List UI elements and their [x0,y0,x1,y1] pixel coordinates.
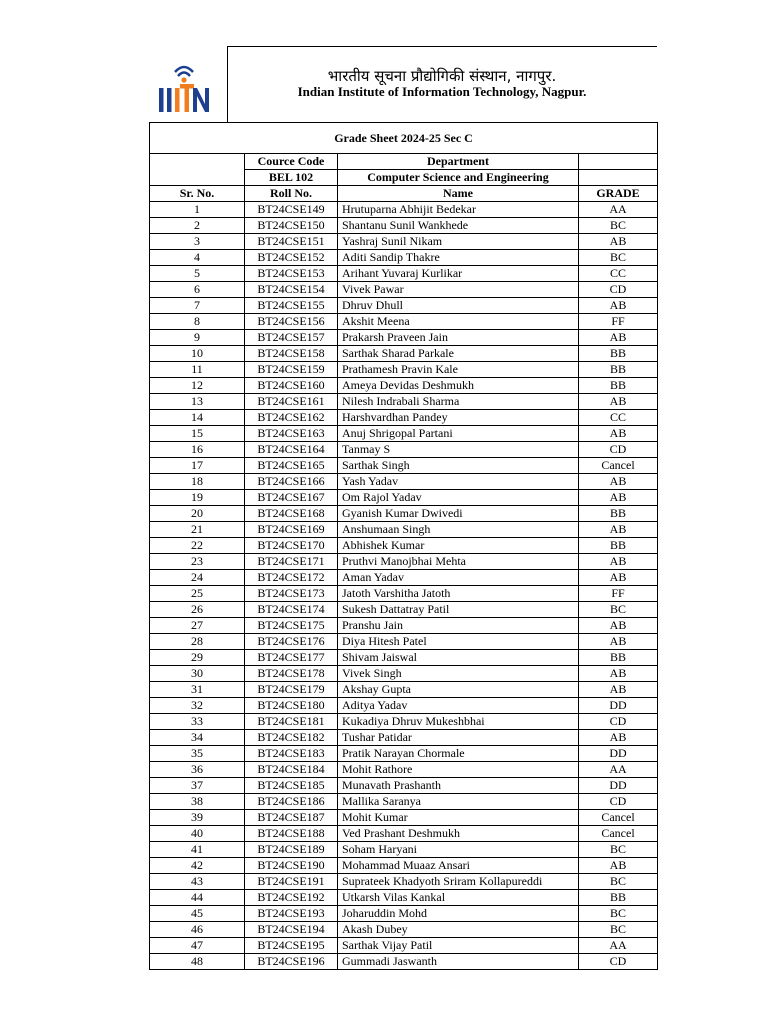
table-row [150,234,658,250]
roll-cell: BT24CSE154 [245,282,338,298]
name-cell: Utkarsh Vilas Kankal [338,890,579,906]
name-cell: Prathamesh Pravin Kale [338,362,579,378]
empty-cell [579,170,658,186]
sr-cell: 17 [150,458,245,474]
grade-cell: BB [579,362,658,378]
name-cell: Akshit Meena [338,314,579,330]
table-row [150,378,658,394]
grade-cell: BB [579,650,658,666]
sr-cell: 21 [150,522,245,538]
name-cell: Pratik Narayan Chormale [338,746,579,762]
sr-cell: 8 [150,314,245,330]
sr-cell: 18 [150,474,245,490]
grade-cell: CD [579,442,658,458]
grade-cell: BB [579,538,658,554]
name-cell: Mohit Rathore [338,762,579,778]
name-cell: Soham Haryani [338,842,579,858]
sr-cell: 22 [150,538,245,554]
grade-cell: BB [579,346,658,362]
roll-cell: BT24CSE181 [245,714,338,730]
grade-cell: AA [579,202,658,218]
table-row [150,442,658,458]
grade-cell: AB [579,666,658,682]
grade-cell: DD [579,698,658,714]
roll-cell: BT24CSE165 [245,458,338,474]
sr-cell: 14 [150,410,245,426]
grade-cell: AB [579,394,658,410]
table-row [150,794,658,810]
roll-cell: BT24CSE155 [245,298,338,314]
roll-cell: BT24CSE186 [245,794,338,810]
table-row [150,250,658,266]
sr-cell: 33 [150,714,245,730]
grade-cell: AB [579,234,658,250]
roll-cell: BT24CSE187 [245,810,338,826]
grade-cell: BC [579,842,658,858]
name-cell: Tushar Patidar [338,730,579,746]
name-cell: Pranshu Jain [338,618,579,634]
table-row [150,314,658,330]
name-cell: Anshumaan Singh [338,522,579,538]
name-cell: Hrutuparna Abhijit Bedekar [338,202,579,218]
column-header-roll: Roll No. [245,186,338,202]
grade-cell: AB [579,554,658,570]
table-row [150,826,658,842]
grade-cell: AB [579,858,658,874]
grade-cell: FF [579,314,658,330]
sr-cell: 39 [150,810,245,826]
grade-cell: AB [579,298,658,314]
table-row [150,906,658,922]
sr-cell: 43 [150,874,245,890]
grade-cell: AB [579,522,658,538]
table-row [150,714,658,730]
table-row [150,938,658,954]
sr-cell: 31 [150,682,245,698]
sr-cell: 38 [150,794,245,810]
sr-cell: 41 [150,842,245,858]
department-label: Department [338,154,579,170]
grade-cell: DD [579,746,658,762]
name-cell: Abhishek Kumar [338,538,579,554]
name-cell: Harshvardhan Pandey [338,410,579,426]
table-row [150,330,658,346]
sr-cell: 30 [150,666,245,682]
table-row [150,538,658,554]
roll-cell: BT24CSE152 [245,250,338,266]
sr-cell: 35 [150,746,245,762]
table-row [150,746,658,762]
table-row [150,298,658,314]
course-value-row [150,170,658,186]
table-row [150,506,658,522]
table-row [150,458,658,474]
grade-cell: AA [579,938,658,954]
sr-cell: 46 [150,922,245,938]
course-code-label: Cource Code [245,154,338,170]
roll-cell: BT24CSE176 [245,634,338,650]
roll-cell: BT24CSE182 [245,730,338,746]
table-row [150,266,658,282]
name-cell: Arihant Yuvaraj Kurlikar [338,266,579,282]
roll-cell: BT24CSE184 [245,762,338,778]
name-cell: Jatoth Varshitha Jatoth [338,586,579,602]
name-cell: Sarthak Vijay Patil [338,938,579,954]
roll-cell: BT24CSE193 [245,906,338,922]
name-cell: Vivek Singh [338,666,579,682]
name-cell: Akshay Gupta [338,682,579,698]
grade-cell: DD [579,778,658,794]
name-cell: Sukesh Dattatray Patil [338,602,579,618]
table-row [150,218,658,234]
roll-cell: BT24CSE157 [245,330,338,346]
roll-cell: BT24CSE161 [245,394,338,410]
grade-sheet-table [149,122,658,970]
name-cell: Diya Hitesh Patel [338,634,579,650]
sr-cell: 28 [150,634,245,650]
roll-cell: BT24CSE159 [245,362,338,378]
grade-cell: AB [579,330,658,346]
table-row [150,282,658,298]
name-cell: Mohit Kumar [338,810,579,826]
roll-cell: BT24CSE172 [245,570,338,586]
grade-cell: BB [579,890,658,906]
roll-cell: BT24CSE160 [245,378,338,394]
table-row [150,586,658,602]
table-row [150,202,658,218]
roll-cell: BT24CSE169 [245,522,338,538]
name-cell: Aman Yadav [338,570,579,586]
roll-cell: BT24CSE177 [245,650,338,666]
grade-cell: AA [579,762,658,778]
grade-cell: BC [579,602,658,618]
institute-name-hindi: भारतीय सूचना प्रौद्योगिकी संस्थान, नागपुर. [327,67,557,85]
sheet-title: Grade Sheet 2024-25 Sec C [150,123,658,154]
institute-logo [156,58,212,116]
name-cell: Shivam Jaiswal [338,650,579,666]
table-row [150,618,658,634]
table-row [150,730,658,746]
table-row [150,922,658,938]
name-cell: Pruthvi Manojbhai Mehta [338,554,579,570]
roll-cell: BT24CSE196 [245,954,338,970]
table-row [150,682,658,698]
sr-cell: 6 [150,282,245,298]
roll-cell: BT24CSE180 [245,698,338,714]
roll-cell: BT24CSE195 [245,938,338,954]
roll-cell: BT24CSE192 [245,890,338,906]
sr-cell: 29 [150,650,245,666]
table-row [150,522,658,538]
sr-cell: 4 [150,250,245,266]
table-row [150,362,658,378]
sr-cell: 48 [150,954,245,970]
course-code: BEL 102 [245,170,338,186]
table-row [150,634,658,650]
sr-cell: 7 [150,298,245,314]
roll-cell: BT24CSE185 [245,778,338,794]
empty-cell [150,170,245,186]
roll-cell: BT24CSE153 [245,266,338,282]
grade-cell: AB [579,634,658,650]
roll-cell: BT24CSE188 [245,826,338,842]
roll-cell: BT24CSE179 [245,682,338,698]
grade-cell: AB [579,426,658,442]
name-cell: Suprateek Khadyoth Sriram Kollapureddi [338,874,579,890]
sr-cell: 23 [150,554,245,570]
table-row [150,346,658,362]
name-cell: Gyanish Kumar Dwivedi [338,506,579,522]
name-cell: Yashraj Sunil Nikam [338,234,579,250]
sr-cell: 47 [150,938,245,954]
name-cell: Munavath Prashanth [338,778,579,794]
sr-cell: 34 [150,730,245,746]
sr-cell: 25 [150,586,245,602]
name-cell: Prakarsh Praveen Jain [338,330,579,346]
sr-cell: 24 [150,570,245,586]
table-row [150,426,658,442]
name-cell: Akash Dubey [338,922,579,938]
roll-cell: BT24CSE174 [245,602,338,618]
roll-cell: BT24CSE151 [245,234,338,250]
roll-cell: BT24CSE156 [245,314,338,330]
empty-cell [150,154,245,170]
roll-cell: BT24CSE163 [245,426,338,442]
roll-cell: BT24CSE189 [245,842,338,858]
name-cell: Kukadiya Dhruv Mukeshbhai [338,714,579,730]
grade-cell: BC [579,218,658,234]
grade-cell: BC [579,874,658,890]
sr-cell: 10 [150,346,245,362]
roll-cell: BT24CSE175 [245,618,338,634]
table-row [150,474,658,490]
title-row [150,123,658,154]
grade-cell: AB [579,474,658,490]
grade-cell: AB [579,490,658,506]
table-row [150,394,658,410]
table-row [150,490,658,506]
name-cell: Ved Prashant Deshmukh [338,826,579,842]
name-cell: Anuj Shrigopal Partani [338,426,579,442]
roll-cell: BT24CSE168 [245,506,338,522]
roll-cell: BT24CSE166 [245,474,338,490]
sr-cell: 42 [150,858,245,874]
grade-cell: BC [579,906,658,922]
grade-cell: BB [579,378,658,394]
table-row [150,954,658,970]
institute-name-english: Indian Institute of Information Technology, Nagpur. [297,84,587,99]
table-row [150,666,658,682]
sr-cell: 5 [150,266,245,282]
roll-cell: BT24CSE178 [245,666,338,682]
grade-cell: CC [579,266,658,282]
roll-cell: BT24CSE164 [245,442,338,458]
sr-cell: 2 [150,218,245,234]
name-cell: Om Rajol Yadav [338,490,579,506]
grade-cell: CD [579,794,658,810]
roll-cell: BT24CSE167 [245,490,338,506]
table-row [150,650,658,666]
table-row [150,570,658,586]
grade-cell: BB [579,506,658,522]
grade-cell: CD [579,714,658,730]
table-row [150,810,658,826]
roll-cell: BT24CSE171 [245,554,338,570]
sr-cell: 9 [150,330,245,346]
grade-cell: BC [579,250,658,266]
table-row [150,602,658,618]
sr-cell: 45 [150,906,245,922]
table-row [150,762,658,778]
name-cell: Shantanu Sunil Wankhede [338,218,579,234]
table-row [150,890,658,906]
table-row [150,410,658,426]
sr-cell: 19 [150,490,245,506]
sr-cell: 15 [150,426,245,442]
name-cell: Ameya Devidas Deshmukh [338,378,579,394]
table-row [150,698,658,714]
sr-cell: 20 [150,506,245,522]
name-cell: Mohammad Muaaz Ansari [338,858,579,874]
grade-cell: CD [579,954,658,970]
name-cell: Gummadi Jaswanth [338,954,579,970]
name-cell: Tanmay S [338,442,579,458]
sr-cell: 11 [150,362,245,378]
name-cell: Sarthak Singh [338,458,579,474]
name-cell: Aditi Sandip Thakre [338,250,579,266]
column-header-name: Name [338,186,579,202]
roll-cell: BT24CSE162 [245,410,338,426]
name-cell: Nilesh Indrabali Sharma [338,394,579,410]
grade-cell: CC [579,410,658,426]
sr-cell: 3 [150,234,245,250]
roll-cell: BT24CSE173 [245,586,338,602]
roll-cell: BT24CSE158 [245,346,338,362]
sr-cell: 1 [150,202,245,218]
table-row [150,554,658,570]
sr-cell: 44 [150,890,245,906]
grade-cell: AB [579,618,658,634]
roll-cell: BT24CSE190 [245,858,338,874]
roll-cell: BT24CSE194 [245,922,338,938]
table-row [150,842,658,858]
column-header-row [150,186,658,202]
name-cell: Yash Yadav [338,474,579,490]
sr-cell: 37 [150,778,245,794]
grade-cell: Cancel [579,826,658,842]
empty-cell [579,154,658,170]
grade-cell: AB [579,682,658,698]
grade-cell: Cancel [579,810,658,826]
sr-cell: 40 [150,826,245,842]
table-row [150,778,658,794]
table-row [150,874,658,890]
roll-cell: BT24CSE150 [245,218,338,234]
roll-cell: BT24CSE149 [245,202,338,218]
sr-cell: 27 [150,618,245,634]
sr-cell: 16 [150,442,245,458]
sr-cell: 12 [150,378,245,394]
column-header-sr: Sr. No. [150,186,245,202]
roll-cell: BT24CSE170 [245,538,338,554]
grade-cell: AB [579,570,658,586]
sr-cell: 36 [150,762,245,778]
name-cell: Mallika Saranya [338,794,579,810]
name-cell: Aditya Yadav [338,698,579,714]
department-name: Computer Science and Engineering [338,170,579,186]
grade-cell: BC [579,922,658,938]
name-cell: Vivek Pawar [338,282,579,298]
grade-cell: CD [579,282,658,298]
grade-cell: Cancel [579,458,658,474]
roll-cell: BT24CSE191 [245,874,338,890]
sr-cell: 13 [150,394,245,410]
table-row [150,858,658,874]
name-cell: Dhruv Dhull [338,298,579,314]
column-header-grade: GRADE [579,186,658,202]
name-cell: Joharuddin Mohd [338,906,579,922]
grade-cell: FF [579,586,658,602]
sr-cell: 32 [150,698,245,714]
roll-cell: BT24CSE183 [245,746,338,762]
course-label-row [150,154,658,170]
name-cell: Sarthak Sharad Parkale [338,346,579,362]
sr-cell: 26 [150,602,245,618]
grade-cell: AB [579,730,658,746]
